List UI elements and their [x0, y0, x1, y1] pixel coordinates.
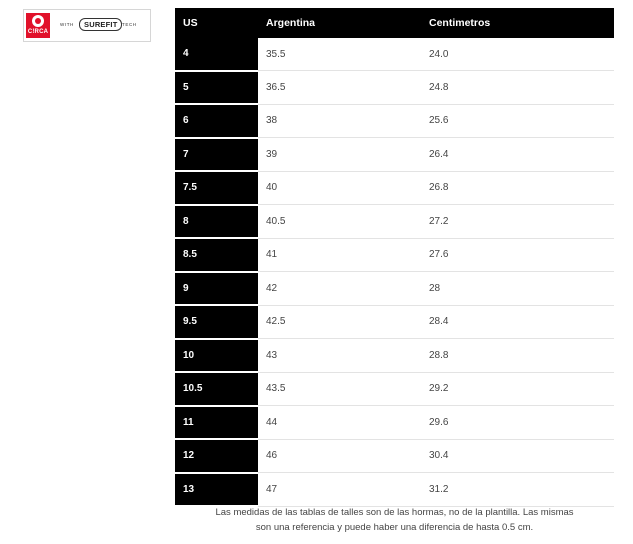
table-body: [175, 38, 614, 506]
table-row: [175, 372, 614, 406]
header-us: US: [175, 8, 258, 38]
table-row: [175, 473, 614, 507]
cell-us: 4: [175, 38, 258, 71]
cell-argentina: 43.5: [258, 372, 421, 406]
table-row: [175, 171, 614, 205]
cell-centimetros: 28.8: [421, 339, 614, 373]
table-header-row: [175, 8, 614, 38]
cell-argentina: 41: [258, 238, 421, 272]
cell-centimetros: 25.6: [421, 104, 614, 138]
table-row: [175, 38, 614, 71]
cell-centimetros: 28: [421, 272, 614, 306]
cell-us: 8: [175, 205, 258, 239]
note-line-2: son una referencia y puede haber una diferencia de hasta 0.5 cm.: [255, 522, 534, 533]
cell-argentina: 38: [258, 104, 421, 138]
cell-argentina: 44: [258, 406, 421, 440]
brand-name: C!RCA: [27, 29, 49, 35]
table-row: [175, 71, 614, 105]
cell-centimetros: 28.4: [421, 305, 614, 339]
cell-argentina: 46: [258, 439, 421, 473]
cell-centimetros: 26.4: [421, 138, 614, 172]
table-row: [175, 272, 614, 306]
cell-us: 10.5: [175, 372, 258, 406]
table-row: [175, 104, 614, 138]
cell-us: 13: [175, 473, 258, 507]
table-row: [175, 406, 614, 440]
brand-logo-badge: [23, 9, 151, 42]
table-row: [175, 205, 614, 239]
header-argentina: Argentina: [258, 8, 421, 38]
cell-us: 10: [175, 339, 258, 373]
heart-icon: [32, 15, 44, 27]
cell-argentina: 36.5: [258, 71, 421, 105]
cell-us: 9.5: [175, 305, 258, 339]
cell-argentina: 40.5: [258, 205, 421, 239]
cell-centimetros: 24.8: [421, 71, 614, 105]
cell-argentina: 42: [258, 272, 421, 306]
table-row: [175, 138, 614, 172]
table-row: [175, 339, 614, 373]
cell-centimetros: 30.4: [421, 439, 614, 473]
cell-centimetros: 27.6: [421, 238, 614, 272]
cell-us: 9: [175, 272, 258, 306]
circa-logo: [26, 13, 50, 38]
cell-argentina: 47: [258, 473, 421, 507]
cell-centimetros: 31.2: [421, 473, 614, 507]
cell-argentina: 40: [258, 171, 421, 205]
header-centimetros: Centimetros: [421, 8, 614, 38]
table-row: [175, 439, 614, 473]
tech-label: TECH: [122, 22, 137, 27]
cell-us: 7.5: [175, 171, 258, 205]
with-label: WITH: [60, 22, 74, 27]
cell-argentina: 43: [258, 339, 421, 373]
cell-us: 6: [175, 104, 258, 138]
cell-centimetros: 27.2: [421, 205, 614, 239]
cell-centimetros: 26.8: [421, 171, 614, 205]
cell-centimetros: 29.6: [421, 406, 614, 440]
cell-us: 12: [175, 439, 258, 473]
table-row: [175, 305, 614, 339]
size-chart-table: [175, 8, 614, 507]
cell-us: 5: [175, 71, 258, 105]
cell-argentina: 42.5: [258, 305, 421, 339]
surefit-logo: SUREFIT: [79, 18, 122, 31]
table-row: [175, 238, 614, 272]
cell-us: 8.5: [175, 238, 258, 272]
cell-us: 7: [175, 138, 258, 172]
cell-argentina: 35.5: [258, 38, 421, 71]
cell-us: 11: [175, 406, 258, 440]
cell-centimetros: 24.0: [421, 38, 614, 71]
cell-argentina: 39: [258, 138, 421, 172]
size-note: [175, 505, 614, 535]
cell-centimetros: 29.2: [421, 372, 614, 406]
note-line-1: Las medidas de las tablas de talles son de las hormas, no de la plantilla. Las mismas: [215, 507, 574, 518]
